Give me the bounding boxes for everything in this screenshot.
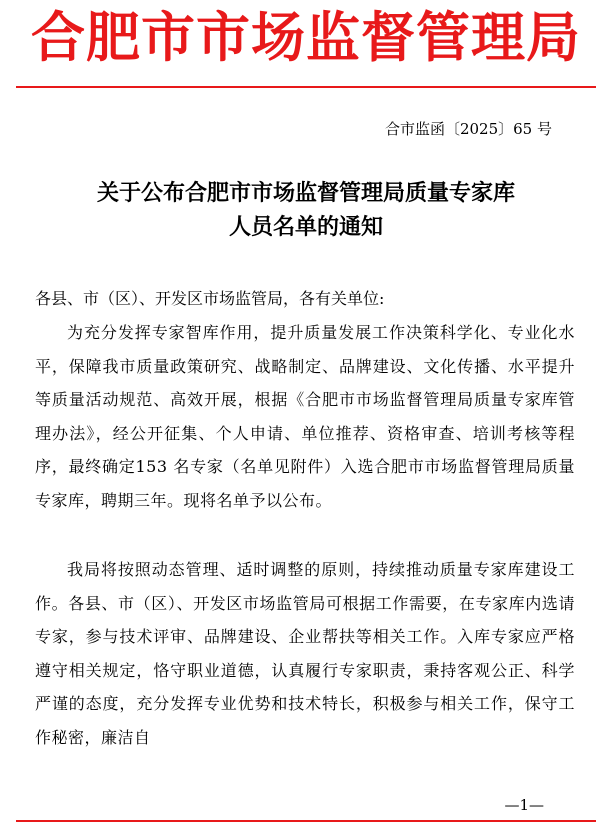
salutation: 各县、市（区）、开发区市场监管局，各有关单位: <box>35 289 385 308</box>
document-title-line-2: 人员名单的通知 <box>228 214 383 240</box>
document-title <box>0 176 612 244</box>
footer-divider <box>16 820 596 822</box>
document-number: 合市监函〔2025〕65 号 <box>384 120 552 138</box>
body-paragraph-2: 我局将按照动态管理、适时调整的原则，持续推动质量专家库建设工作。各县、市（区）、开发区市场监管局可根据工作需要，在专家库内选请专家，参与技术评审、品牌建设、企业帮扶等相关工作。入库专家应严格遵守相关规定，恪守职业道德，认真履行专家职责，秉持客观公正、科学严谨的态度，充分发挥专业优势和技术特长，积极参与相关工作，保守工作秘密，廉洁自 <box>35 560 575 747</box>
page-number: —1— <box>504 796 544 814</box>
document-title-line-1: 关于公布合肥市市场监督管理局质量专家库 <box>96 180 515 206</box>
body-paragraph-1: 为充分发挥专家智库作用，提升质量发展工作决策科学化、专业化水平，保障我市质量政策研究、战略制定、品牌建设、文化传播、水平提升等质量活动规范、高效开展，根据《合肥市市场监督管理局质量专家库管理办法》，经公开征集、个人申请、单位推荐、资格审查、培训考核等程序，最终确定153 名专家（名单见附件）入选合肥市市场监督管理局质量专家库，聘期三年。现将名单予以公布。 <box>35 323 575 510</box>
masthead-organization-name: 合肥市市场监督管理局 <box>31 5 581 69</box>
masthead-divider <box>16 86 596 88</box>
